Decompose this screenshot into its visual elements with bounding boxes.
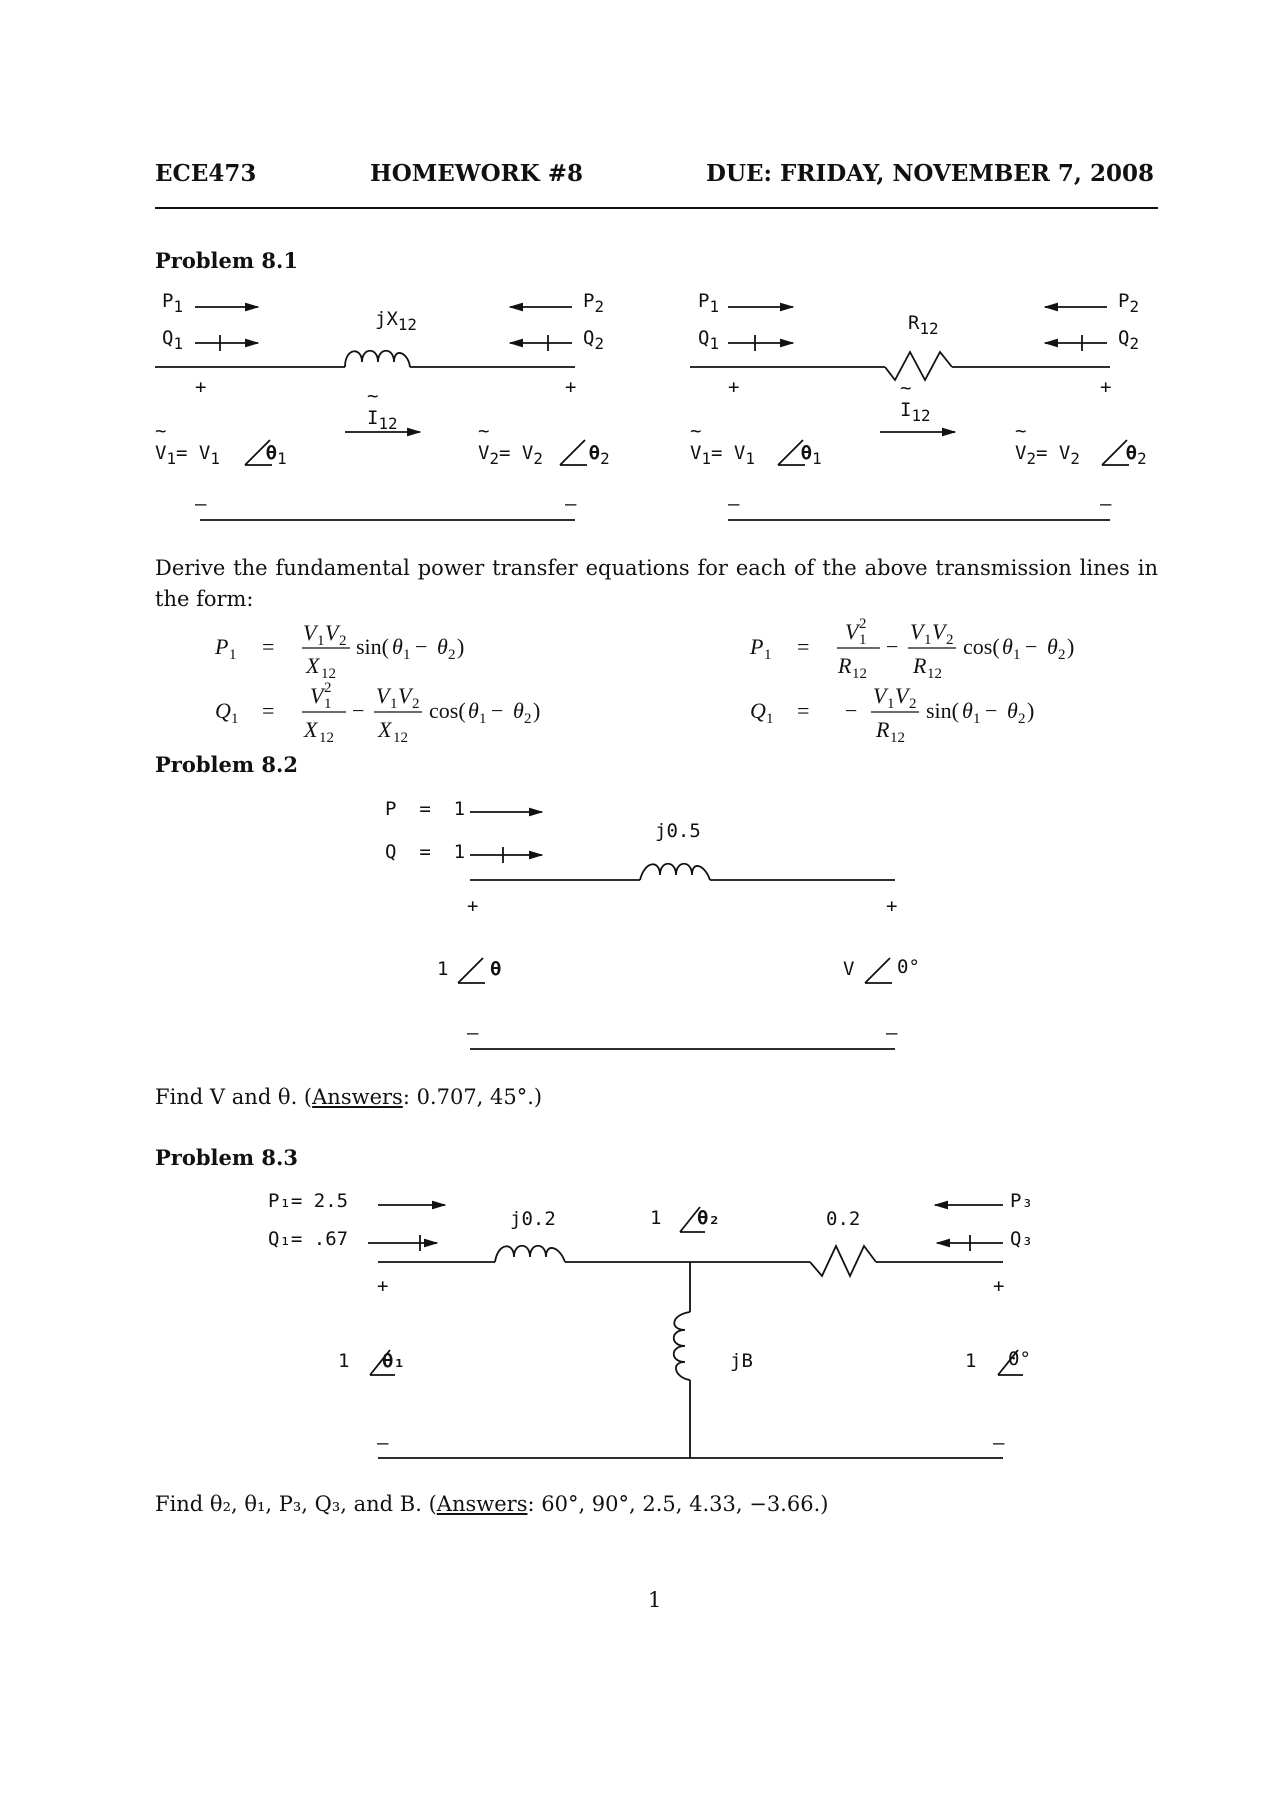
plus-left-8-3: + [377,1275,389,1297]
svg-text:=: = [262,698,275,723]
svg-text:R: R [838,653,852,678]
minus-left-8-3: – [377,1432,389,1454]
problem-8-2-heading: Problem 8.2 [155,752,298,777]
svg-text:θ: θ [1002,634,1013,659]
svg-text:sin(: sin( [926,698,959,723]
svg-text:1: 1 [231,711,239,727]
element-label-8-2: j0.5 [655,820,701,842]
svg-text:V: V [325,620,339,645]
svg-text:2: 2 [1058,647,1066,663]
element2-label-8-3: 0.2 [826,1208,861,1230]
svg-text:cos(: cos( [963,634,1000,659]
svg-text:2: 2 [859,616,867,632]
svg-text:12: 12 [393,730,408,746]
svg-text:V: V [932,619,946,644]
svg-text:1: 1 [859,632,867,648]
q-label-8-2: Q = 1 [385,841,466,863]
svg-text:V: V [303,620,317,645]
svg-text:θ: θ [468,698,479,723]
plus-v1-b: + [728,376,740,398]
svg-text:2: 2 [324,680,332,696]
minus-right-8-2: – [886,1022,898,1044]
minus-right-8-3: – [993,1432,1005,1454]
svg-text:2: 2 [524,711,532,727]
minus-left-8-2: – [467,1022,479,1044]
current-label-a: ~ $I_{12}$ [367,385,398,433]
v2-label-a: ~ $V_2= V_2$ $\theta_2$ [478,420,610,468]
svg-text:1: 1 [324,696,332,712]
v-mid-angle-8-3: θ₂ [697,1207,720,1229]
p2-label-a: $P_2$ [583,290,604,316]
svg-text:1: 1 [403,647,411,663]
element-label-b: $R_{12}$ [908,312,939,338]
svg-text:=: = [797,634,810,659]
plus-right-8-2: + [886,895,898,917]
v-mid-8-3: 1 [650,1207,662,1229]
v2-angle-8-2: 0° [897,956,920,978]
svg-text:P: P [215,634,229,659]
svg-text:R: R [876,717,890,742]
svg-text:θ: θ [1047,634,1058,659]
svg-text:V: V [310,683,324,708]
svg-text:12: 12 [890,730,905,746]
q1-label-8-3: Q₁= .67 [268,1228,349,1250]
q2-label-b: $Q_2$ [1118,327,1139,353]
svg-text:V: V [910,619,924,644]
problem-8-3-find: Find θ₂, θ₁, P₃, Q₃, and B. (Answers: 60°, 90°, 2.5, 4.33, −3.66.) [155,1492,829,1516]
svg-text:12: 12 [852,666,867,682]
q3-label-8-3: Q₃ [1010,1228,1033,1250]
svg-text:θ: θ [437,634,448,659]
svg-text:θ: θ [962,698,973,723]
svg-text:R: R [913,653,927,678]
svg-text:1: 1 [766,711,774,727]
svg-text:−: − [352,698,365,723]
svg-text:): ) [533,698,541,723]
p-label-8-2: P = 1 [385,798,466,820]
shunt-label-8-3: jB [730,1350,753,1372]
svg-text:−: − [985,698,998,723]
svg-text:V: V [376,683,390,708]
svg-text:1: 1 [390,696,398,712]
svg-text:1: 1 [229,647,237,663]
svg-text:=: = [797,698,810,723]
v1-label-8-2: 1 [437,958,449,980]
minus-v2-b: – [1100,493,1112,515]
plus-right-8-3: + [993,1275,1005,1297]
svg-text:1: 1 [764,647,772,663]
svg-text:V: V [845,619,859,644]
v1-label-b: ~ $V_1= V_1$ $\theta_1$ [690,420,822,468]
v1-label-a: ~ $V_1= V_1$ $\theta_1$ [155,420,287,468]
due-date: DUE: FRIDAY, NOVEMBER 7, 2008 [706,160,1154,187]
v-right-8-3: 1 [965,1350,977,1372]
svg-text:−: − [845,698,858,723]
v2-label-b: ~ $V_2= V_2$ $\theta_2$ [1015,420,1147,468]
v-right-angle-8-3: 0° [1008,1348,1031,1370]
q1-label-a: $Q_1$ [162,327,183,353]
svg-text:1: 1 [887,696,895,712]
svg-text:1: 1 [924,632,932,648]
theta-label-8-2: θ [490,958,502,980]
svg-text:2: 2 [946,632,954,648]
svg-text:θ: θ [392,634,403,659]
svg-text:1: 1 [973,711,981,727]
plus-v2-a: + [565,376,577,398]
svg-text:12: 12 [319,730,334,746]
svg-text:sin(: sin( [356,634,389,659]
problem-8-1-heading: Problem 8.1 [155,248,298,273]
element1-label-8-3: j0.2 [510,1208,556,1230]
svg-text:X: X [378,717,392,742]
problem-8-2-find: Find V and θ. (Answers: 0.707, 45°.) [155,1085,543,1109]
element-label-a: $jX_{12}$ [375,308,417,334]
svg-text:P: P [750,634,764,659]
svg-text:X: X [306,653,320,678]
svg-text:Q: Q [750,698,766,723]
svg-text:2: 2 [909,696,917,712]
equations-left [214,620,540,746]
svg-text:1: 1 [1013,647,1021,663]
plus-v2-b: + [1100,376,1112,398]
v2-label-8-2: V [843,958,855,980]
svg-text:V: V [895,683,909,708]
problem-8-3-heading: Problem 8.3 [155,1145,298,1170]
svg-text:V: V [873,683,887,708]
page-number: 1 [648,1588,662,1612]
svg-text:): ) [1067,634,1075,659]
p3-label-8-3: P₃ [1010,1190,1033,1212]
p1-label-8-3: P₁= 2.5 [268,1190,349,1212]
svg-text:−: − [886,634,899,659]
svg-text:Q: Q [215,698,231,723]
svg-text:θ: θ [513,698,524,723]
svg-text:X: X [304,717,318,742]
svg-text:): ) [457,634,465,659]
svg-text:θ: θ [1007,698,1018,723]
minus-v2-a: – [565,493,577,515]
svg-text:−: − [1025,634,1038,659]
svg-text:−: − [415,634,428,659]
svg-text:−: − [491,698,504,723]
q2-label-a: $Q_2$ [583,327,604,353]
v-left-8-3: 1 [338,1350,350,1372]
p1-label-b: $P_1$ [698,290,719,316]
svg-text:2: 2 [339,633,347,649]
plus-left-8-2: + [467,895,479,917]
p1-label-a: $P_1$ [162,290,183,316]
p2-label-b: $P_2$ [1118,290,1139,316]
svg-text:1: 1 [317,633,325,649]
svg-text:=: = [262,634,275,659]
minus-v1-b: – [728,493,740,515]
svg-text:cos(: cos( [429,698,466,723]
svg-text:12: 12 [321,666,336,682]
problem-8-1-text: Derive the fundamental power transfer equations for each of the above transmission lines in the form: [155,556,1158,611]
svg-text:V: V [398,683,412,708]
homework-title: HOMEWORK #8 [370,160,584,187]
plus-v1-a: + [195,376,207,398]
v-left-angle-8-3: θ₁ [382,1350,405,1372]
svg-text:12: 12 [927,666,942,682]
svg-text:): ) [1027,698,1035,723]
course-code: ECE473 [155,160,257,187]
equations-right [749,616,1074,746]
svg-text:1: 1 [479,711,487,727]
current-label-b: ~ $I_{12}$ [900,377,931,425]
svg-text:2: 2 [1018,711,1026,727]
svg-text:2: 2 [412,696,420,712]
q1-label-b: $Q_1$ [698,327,719,353]
minus-v1-a: – [195,493,207,515]
svg-text:2: 2 [448,647,456,663]
